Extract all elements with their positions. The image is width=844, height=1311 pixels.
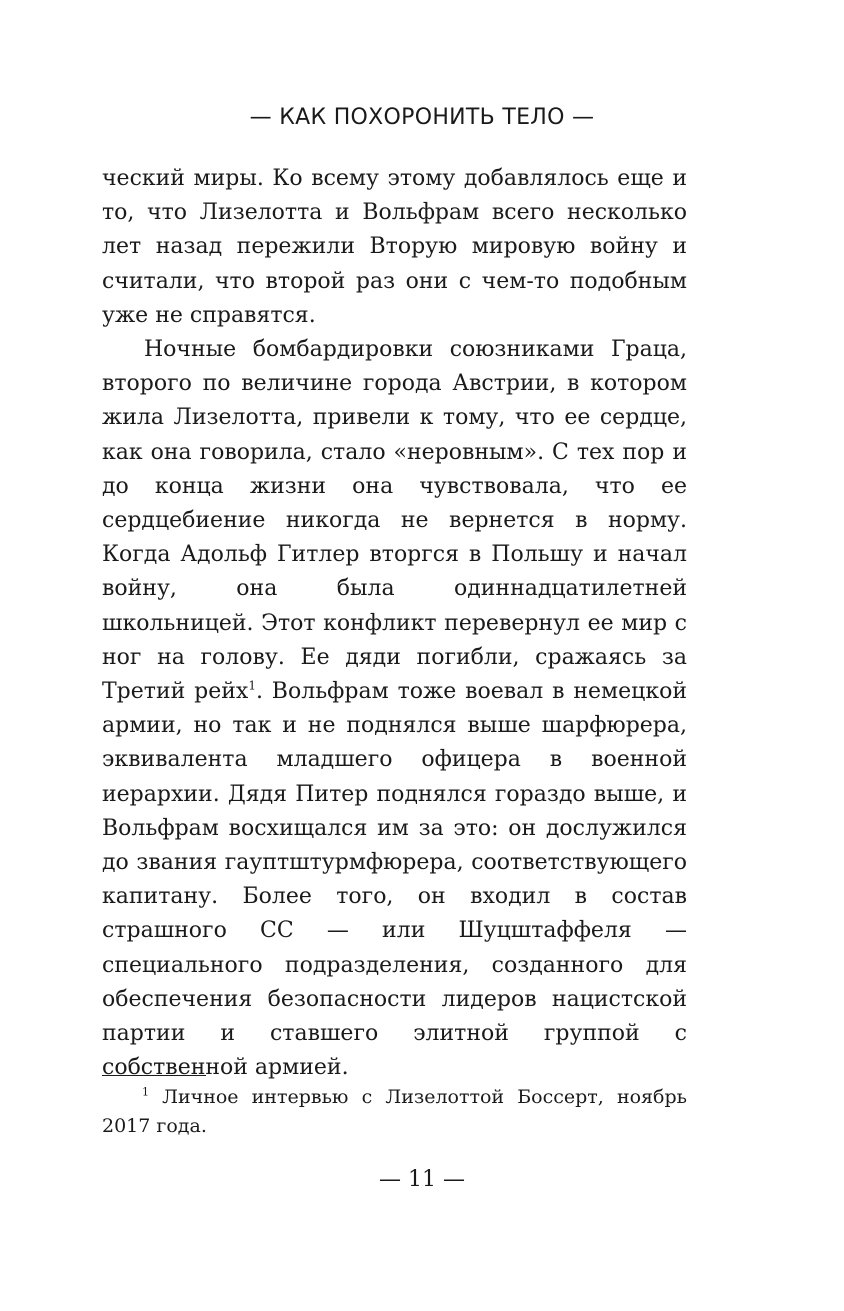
footnote-text: Личное интервью с Лизелоттой Боссерт, ноябрь 2017 года. xyxy=(102,1086,687,1137)
main-text xyxy=(102,162,687,1085)
footnote xyxy=(102,1083,687,1141)
running-header: — КАК ПОХОРОНИТЬ ТЕЛО — xyxy=(249,105,595,130)
paragraph xyxy=(102,333,687,1085)
paragraph-text: Ночные бомбардировки союзниками Граца, второго по величине города Австрии, в котором жила Лизелотта, привели к тому, что ее сердце, как она говорила, стало «неровным». С тех пор и до конца жизни она чувствовала, что ее сердцебиение никогда не вернется в норму. Когда Адольф Гитлер вторгся в Польшу и начал войну, она была одиннадцатилетней школьницей. Этот конфликт перевернул ее мир с ног на голову. Ее дяди погибли, сражаясь за Третий рейх xyxy=(102,337,687,705)
footnote-marker: 1 xyxy=(142,1085,149,1099)
footnote-separator xyxy=(102,1075,206,1076)
footnote-reference: 1 xyxy=(248,678,256,693)
paragraph-text: . Вольфрам тоже воевал в немецкой армии, но так и не поднялся выше шарфюрера, эквивалента младшего офицера в военной иерархии. Дядя Питер поднялся гораздо выше, и Вольфрам восхищался им за это: он дослужился до звания гауптштурмфюрера, соответствующего капитану. Более того, он входил в состав страшного СС — или Шуцштаффеля — специального подразделения, созданного для обеспечения безопасности лидеров нацистской партии и ставшего элитной группой с собственной армией. xyxy=(102,679,687,1081)
paragraph: ческий миры. Ко всему этому добавлялось еще и то, что Лизелотта и Вольфрам всего несколько лет назад пережили Вторую мировую войну и считали, что второй раз они с чем-то подобным уже не справятся. xyxy=(102,166,687,328)
page-number: — 11 — xyxy=(379,1167,465,1192)
